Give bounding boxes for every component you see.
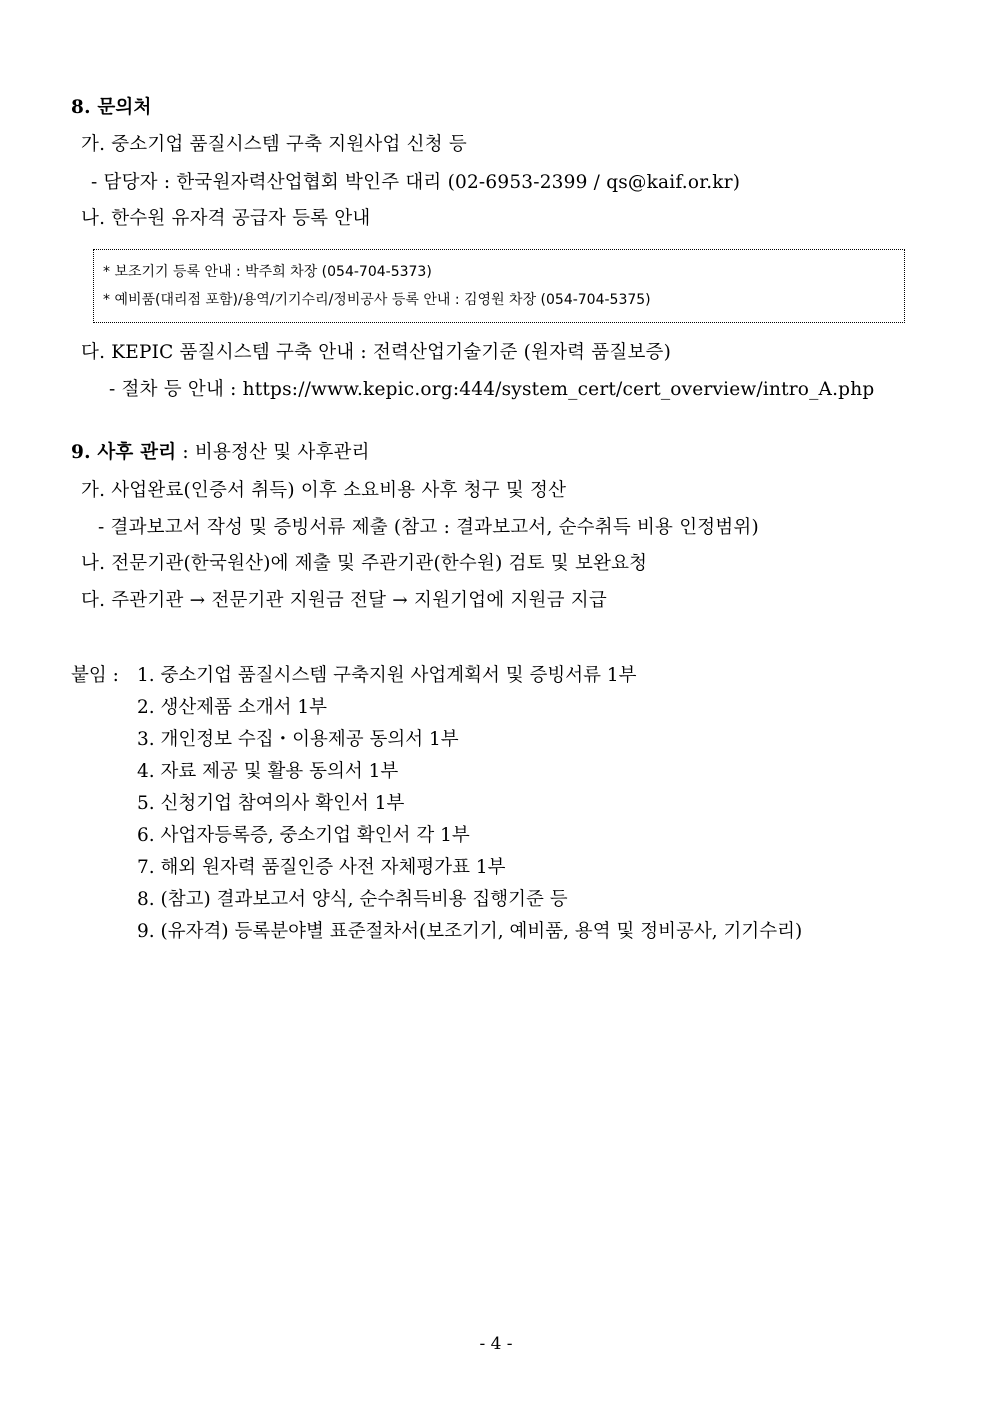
notice-line-spare-parts: * 예비품(대리점 포함)/용역/기기수리/정비공사 등록 안내 : 김영원 차장 (054-704-5375) — [103, 292, 651, 308]
attachments-label: 붙임 : — [71, 665, 119, 686]
section-8-contact-line: - 담당자 : 한국원자력산업협회 박인주 대리 (02-6953-2399 / qs@kaif.or.kr) — [91, 172, 741, 193]
section-9-item-da: 다. 주관기관 → 전문기관 지원금 전달 → 지원기업에 지원금 지급 — [81, 590, 607, 611]
section-9-heading-subtitle: : 비용정산 및 사후관리 — [176, 442, 370, 463]
attachment-item: 9. (유자격) 등록분야별 표준절차서(보조기기, 예비품, 용역 및 정비공사, 기기수리) — [137, 921, 803, 942]
attachment-item: 8. (참고) 결과보고서 양식, 순수취득비용 집행기준 등 — [137, 889, 568, 910]
section-9-item-ga: 가. 사업완료(인증서 취득) 이후 소요비용 사후 청구 및 정산 — [81, 480, 567, 501]
section-9-item-na: 나. 전문기관(한국원산)에 제출 및 주관기관(한수원) 검토 및 보완요청 — [81, 553, 648, 574]
section-9-item-ga-detail: - 결과보고서 작성 및 증빙서류 제출 (참고 : 결과보고서, 순수취득 비용 인정범위) — [98, 517, 759, 538]
notice-line-auxiliary: * 보조기기 등록 안내 : 박주희 차장 (054-704-5373) — [103, 264, 432, 280]
section-8-item-da: 다. KEPIC 품질시스템 구축 안내 : 전력산업기술기준 (원자력 품질보증) — [81, 342, 672, 363]
attachment-item: 5. 신청기업 참여의사 확인서 1부 — [137, 793, 405, 814]
section-8-item-ga: 가. 중소기업 품질시스템 구축 지원사업 신청 등 — [81, 134, 467, 155]
section-8-heading: 8. 문의처 — [71, 97, 152, 118]
section-8-item-na: 나. 한수원 유자격 공급자 등록 안내 — [81, 208, 371, 229]
page-number: - 4 - — [479, 1334, 513, 1354]
section-9-heading — [71, 441, 370, 465]
attachment-item: 6. 사업자등록증, 중소기업 확인서 각 1부 — [137, 825, 470, 846]
attachment-item: 1. 중소기업 품질시스템 구축지원 사업계획서 및 증빙서류 1부 — [137, 665, 637, 686]
section-8-procedure-link: - 절차 등 안내 : https://www.kepic.org:444/system_cert/cert_overview/intro_A.php — [109, 379, 875, 400]
registration-notice-box — [93, 249, 905, 323]
attachment-item: 3. 개인정보 수집・이용제공 동의서 1부 — [137, 729, 459, 750]
attachment-item: 7. 해외 원자력 품질인증 사전 자체평가표 1부 — [137, 857, 506, 878]
attachment-item: 4. 자료 제공 및 활용 동의서 1부 — [137, 761, 399, 782]
section-9-heading-title: 9. 사후 관리 — [71, 442, 177, 463]
attachment-item: 2. 생산제품 소개서 1부 — [137, 697, 328, 718]
